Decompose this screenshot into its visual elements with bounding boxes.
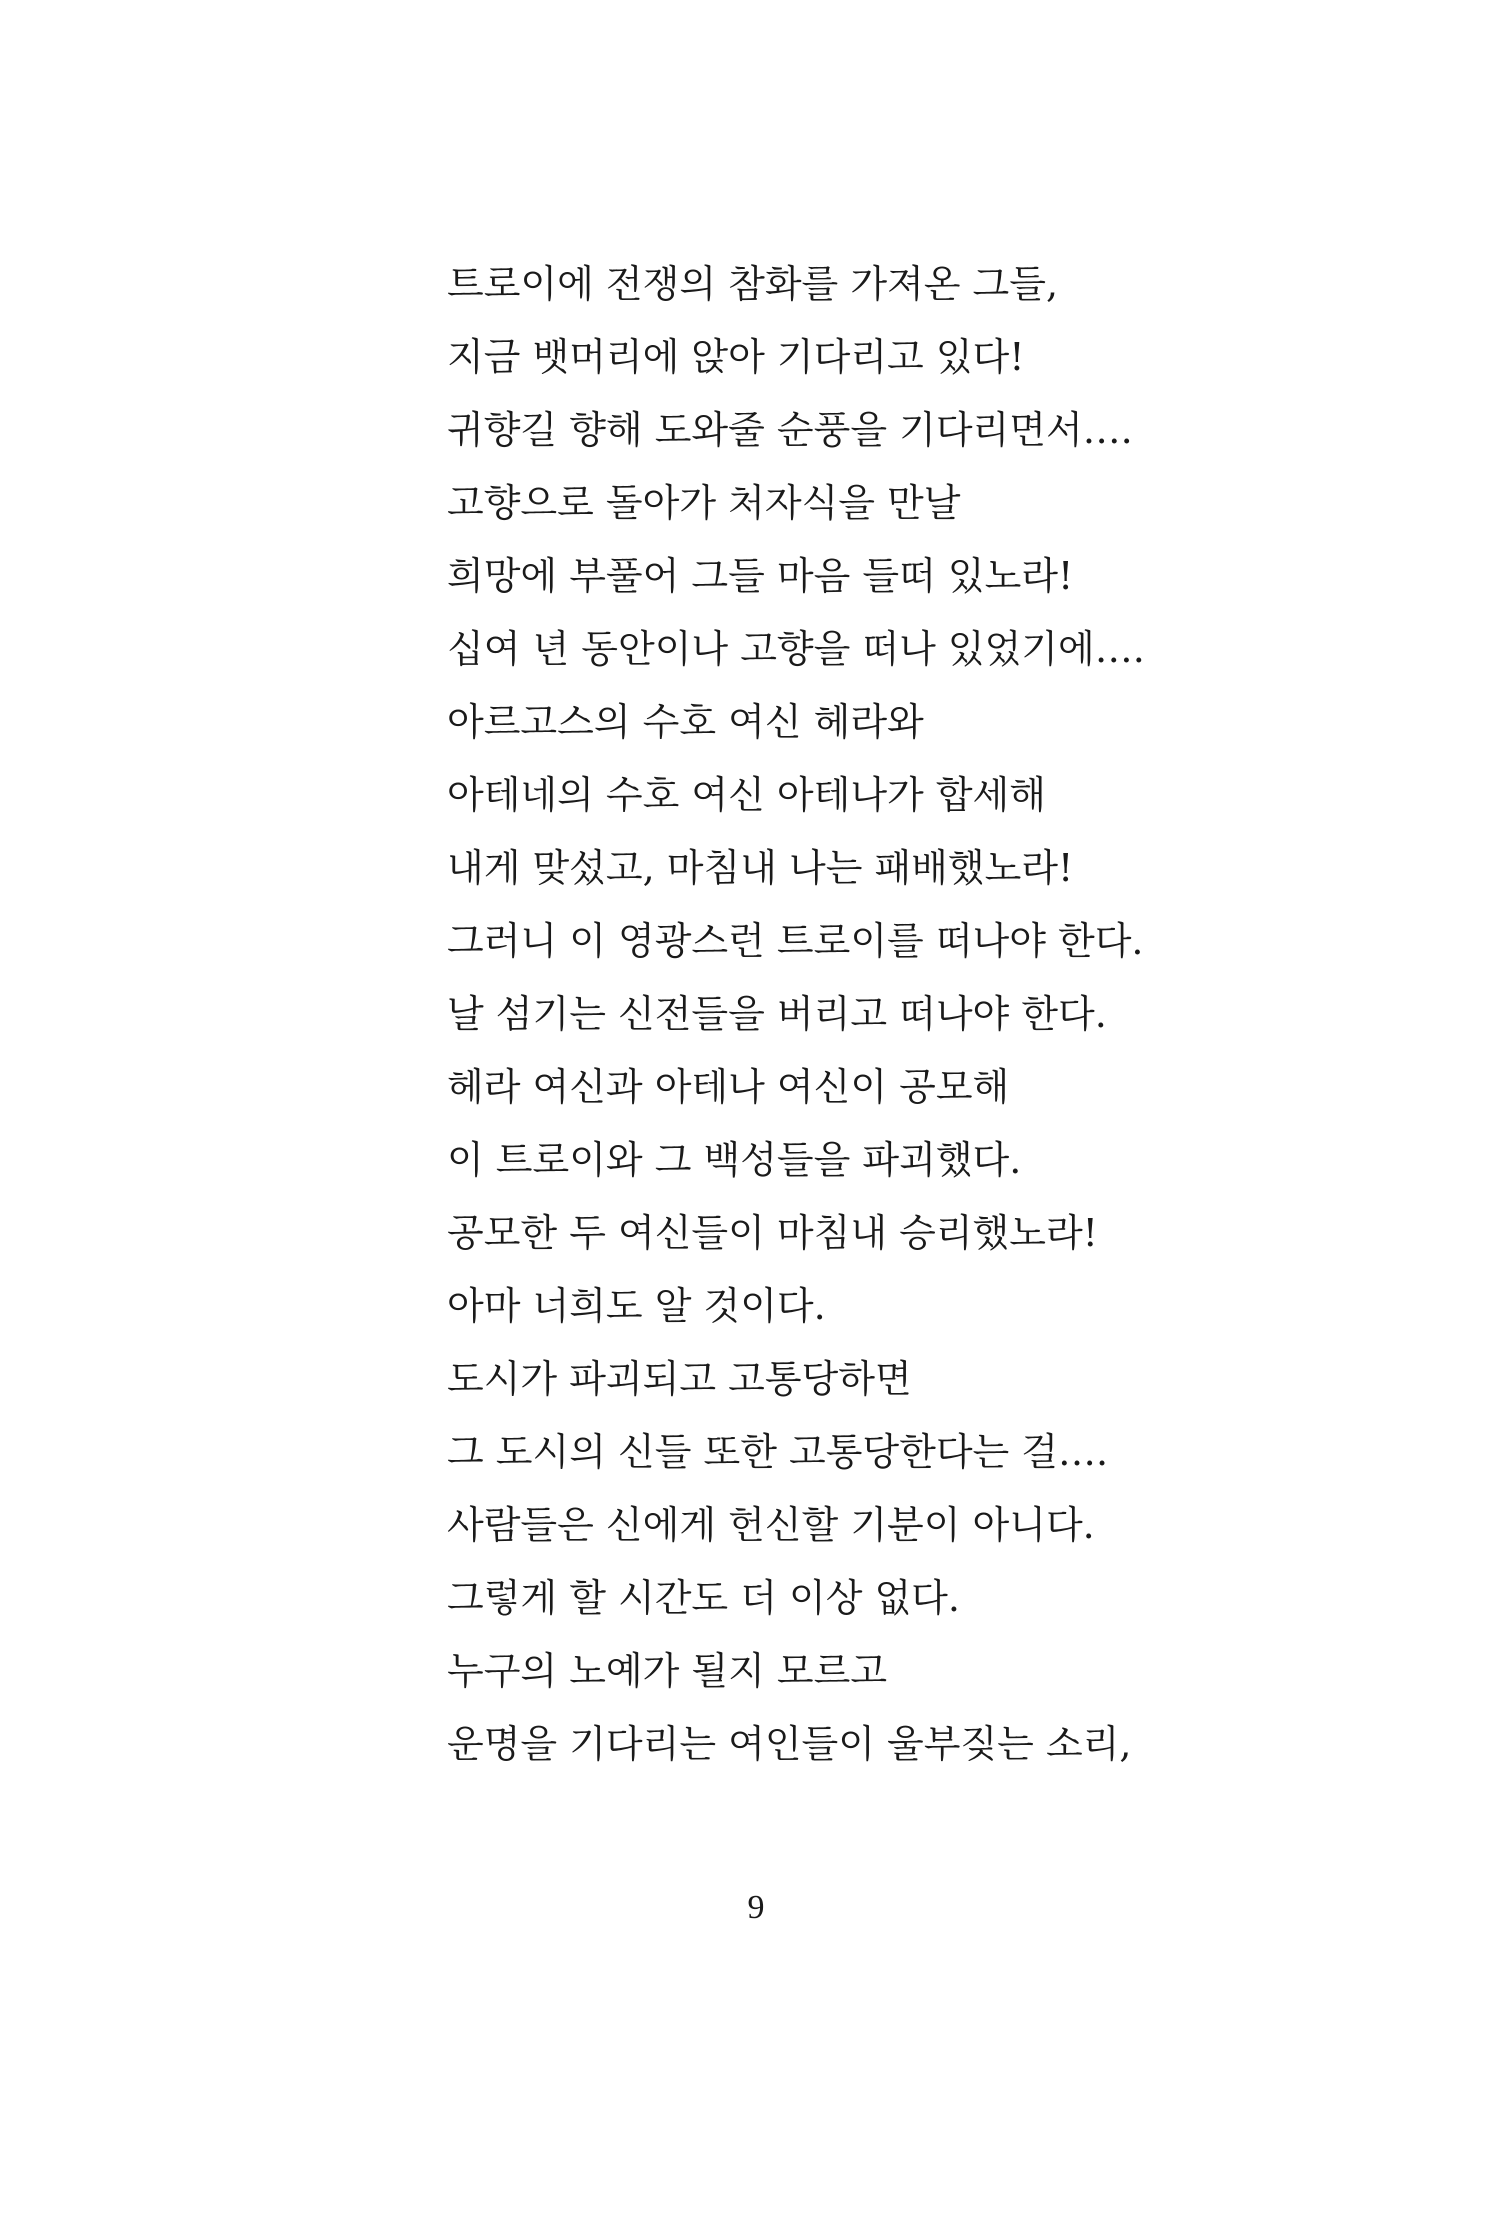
page-number: 9 (747, 1889, 765, 1926)
poem-line: 운명을 기다리는 여인들이 울부짖는 소리, (447, 1722, 1132, 1766)
poem-line: 헤라 여신과 아테나 여신이 공모해 (447, 1065, 1010, 1109)
poem-line: 사람들은 신에게 헌신할 기분이 아니다. (447, 1503, 1095, 1547)
poem-line: 도시가 파괴되고 고통당하면 (447, 1357, 912, 1401)
poem-verse (447, 248, 1347, 1781)
poem-line: 아르고스의 수호 여신 헤라와 (447, 700, 924, 744)
poem-line: 희망에 부풀어 그들 마음 들떠 있노라! (447, 554, 1074, 598)
poem-line: 귀향길 향해 도와줄 순풍을 기다리면서…. (447, 408, 1133, 452)
poem-line: 그 도시의 신들 또한 고통당한다는 걸…. (447, 1430, 1109, 1474)
poem-line: 공모한 두 여신들이 마침내 승리했노라! (447, 1211, 1098, 1255)
poem-line: 십여 년 동안이나 고향을 떠나 있었기에…. (447, 627, 1145, 671)
poem-line: 지금 뱃머리에 앉아 기다리고 있다! (447, 335, 1025, 379)
poem-line: 그렇게 할 시간도 더 이상 없다. (447, 1576, 960, 1620)
poem-line: 이 트로이와 그 백성들을 파괴했다. (447, 1138, 1022, 1182)
poem-line: 날 섬기는 신전들을 버리고 떠나야 한다. (447, 992, 1107, 1036)
poem-line: 그러니 이 영광스런 트로이를 떠나야 한다. (447, 919, 1144, 963)
poem-line: 아테네의 수호 여신 아테나가 합세해 (447, 773, 1046, 817)
poem-line: 트로이에 전쟁의 참화를 가져온 그들, (447, 262, 1059, 306)
poem-line: 내게 맞섰고, 마침내 나는 패배했노라! (447, 846, 1074, 890)
poem-line: 고향으로 돌아가 처자식을 만날 (447, 481, 961, 525)
poem-line: 아마 너희도 알 것이다. (447, 1284, 826, 1328)
poem-line: 누구의 노예가 될지 모르고 (447, 1649, 888, 1693)
